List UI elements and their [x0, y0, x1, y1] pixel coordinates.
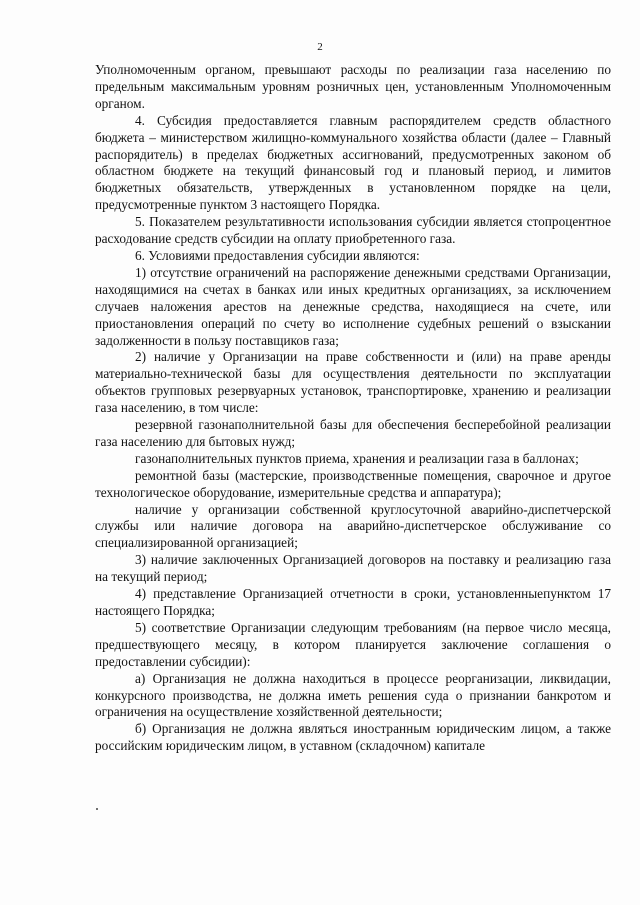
requirement-a: а) Организация не должна находиться в процессе реорганизации, ликвидации, конкурсного производства, не должна иметь решения суда о признании банкротом и ограничения на осуществление хозяйственной деятельности;: [95, 670, 611, 720]
requirement-b: б) Организация не должна являться иностранным юридическим лицом, а также российским юридическим лицом, в уставном (складочном) капитале: [95, 721, 611, 754]
condition-1: 1) отсутствие ограничений на распоряжение денежными средствами Организации, находящимися на счетах в банках или иных кредитных организациях, за исключением случаев наложения арестов на денежные средства, находящиеся на счете, или приостановления операций по счету во исполнение судебных решений о взыскании задолженности в пользу поставщиков газа;: [95, 264, 611, 348]
paragraph-4: 4. Субсидия предоставляется главным распорядителем средств областного бюджета – министерством жилищно-коммунального хозяйства области (далее – Главный распорядитель) в пределах бюджетных ассигнований, предусмотренных законом об областном бюджете на текущий финансовый год и плановый период, и лимитов бюджетных обязательств, утвержденных в установленном порядке на цели, предусмотренные пунктом 3 настоящего Порядка.: [95, 112, 611, 213]
condition-2-item-reserve-base: резервной газонаполнительной базы для обеспечения бесперебойной реализации газа населению для бытовых нужд;: [95, 417, 611, 449]
condition-2: 2) наличие у Организации на праве собственности и (или) на праве аренды материально-технической базы для осуществления деятельности по эксплуатации объектов групповых резервуарных установок, транспортировке, хранению и реализации газа населению, в том числе:: [95, 349, 611, 416]
condition-2-item-emergency-service: наличие у организации собственной круглосуточной аварийно-диспетчерской службы или наличие договора на аварийно-диспетчерское обслуживание со специализированной организацией;: [95, 501, 611, 551]
condition-3: 3) наличие заключенных Организацией договоров на поставку и реализацию газа на текущий период;: [95, 552, 611, 585]
paragraph-6: 6. Условиями предоставления субсидии являются:: [135, 247, 420, 263]
page-number: 2: [317, 41, 323, 53]
condition-2-item-filling-points: газонаполнительных пунктов приема, хранения и реализации газа в баллонах;: [135, 450, 579, 466]
document-body: [95, 62, 611, 755]
paragraph-5: 5. Показателем результативности использования субсидии является стопроцентное расходование средств субсидии на оплату приобретенного газа.: [95, 214, 611, 247]
condition-4: 4) представление Организацией отчетности в сроки, установленныепунктом 17 настоящего Порядка;: [95, 586, 611, 618]
paragraph-continuation: Уполномоченным органом, превышают расходы по реализации газа населению по предельным максимальным уровням розничных цен, установленным Уполномоченным органом.: [95, 62, 611, 111]
condition-5: 5) соответствие Организации следующим требованиям (на первое число месяца, предшествующего месяцу, в котором планируется заключение соглашения о предоставлении субсидии):: [95, 619, 611, 669]
scan-speck: [96, 808, 98, 810]
condition-2-item-repair-base: ремонтной базы (мастерские, производственные помещения, сварочное и другое технологическое оборудование, измерительные средства и аппаратура);: [95, 467, 611, 500]
